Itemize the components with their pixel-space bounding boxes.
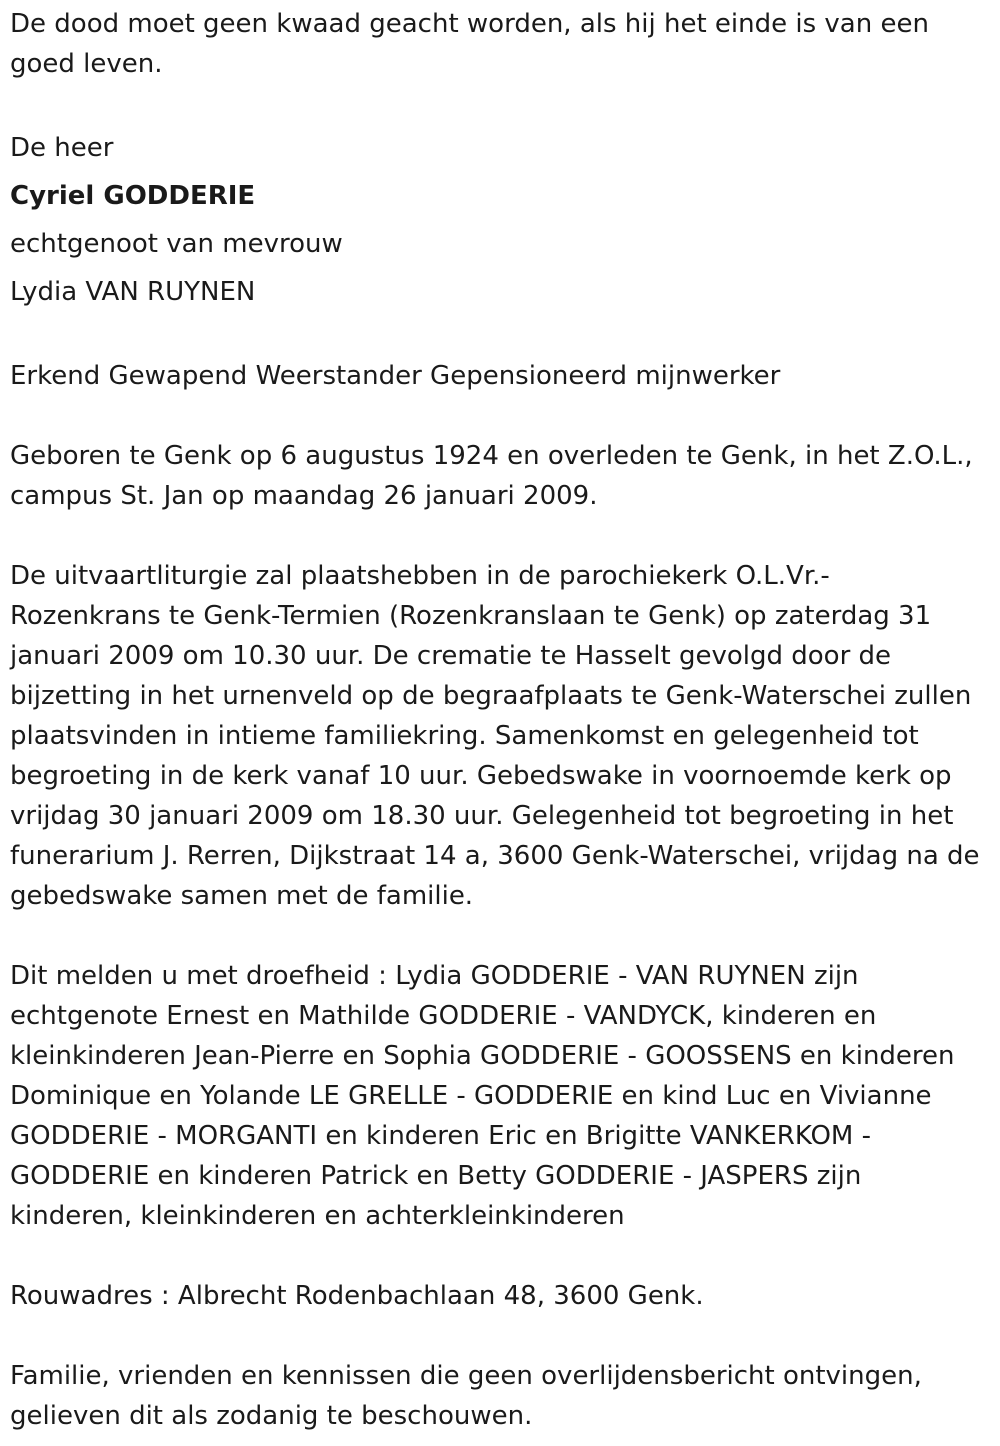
funeral-info: De uitvaartliturgie zal plaatshebben in de parochiekerk O.L.Vr.-Rozenkrans te Genk-Termien (Rozenkranslaan te Genk) op zaterdag 31 januari 2009 om 10.30 uur. De crematie te Hasselt gevolgd door de bijzetting in het urnenveld op de begraafplaats te Genk-Waterschei zullen plaatsvinden in intieme familiekring. Samenkomst en gelegenheid tot begroeting in de kerk vanaf 10 uur. Gebedswake in voornoemde kerk op vrijdag 30 januari 2009 om 18.30 uur. Gelegenheid tot begroeting in het funerarium J. Rerren, Dijkstraat 14 a, 3600 Genk-Waterschei, vrijdag na de gebedswake samen met de familie.: [10, 561, 980, 911]
closing-note: Familie, vrienden en kennissen die geen overlijdensbericht ontvingen, gelieven dit als zodanig te beschouwen.: [10, 1361, 922, 1431]
mourning-address: Rouwadres : Albrecht Rodenbachlaan 48, 3600 Genk.: [10, 1281, 704, 1311]
title-prefix: De heer: [10, 133, 114, 163]
family-announcement: Dit melden u met droefheid : Lydia GODDERIE - VAN RUYNEN zijn echtgenote Ernest en Mathilde GODDERIE - VANDYCK, kinderen en kleinkinderen Jean-Pierre en Sophia GODDERIE - GOOSSENS en kinderen Dominique en Yolande LE GRELLE - GODDERIE en kind Luc en Vivianne GODDERIE - MORGANTI en kinderen Eric en Brigitte VANKERKOM - GODDERIE en kinderen Patrick en Betty GODDERIE - JASPERS zijn kinderen, kleinkinderen en achterkleinkinderen: [10, 961, 955, 1231]
opening-quote: De dood moet geen kwaad geacht worden, als hij het einde is van een goed leven.: [10, 9, 929, 79]
deceased-name: Cyriel GODDERIE: [10, 181, 256, 211]
spouse-intro: echtgenoot van mevrouw: [10, 229, 343, 259]
birth-death-info: Geboren te Genk op 6 augustus 1924 en overleden te Genk, in het Z.O.L., campus St. Jan op maandag 26 januari 2009.: [10, 441, 973, 511]
occupation: Erkend Gewapend Weerstander Gepensioneerd mijnwerker: [10, 361, 781, 391]
spouse-name: Lydia VAN RUYNEN: [10, 277, 256, 307]
